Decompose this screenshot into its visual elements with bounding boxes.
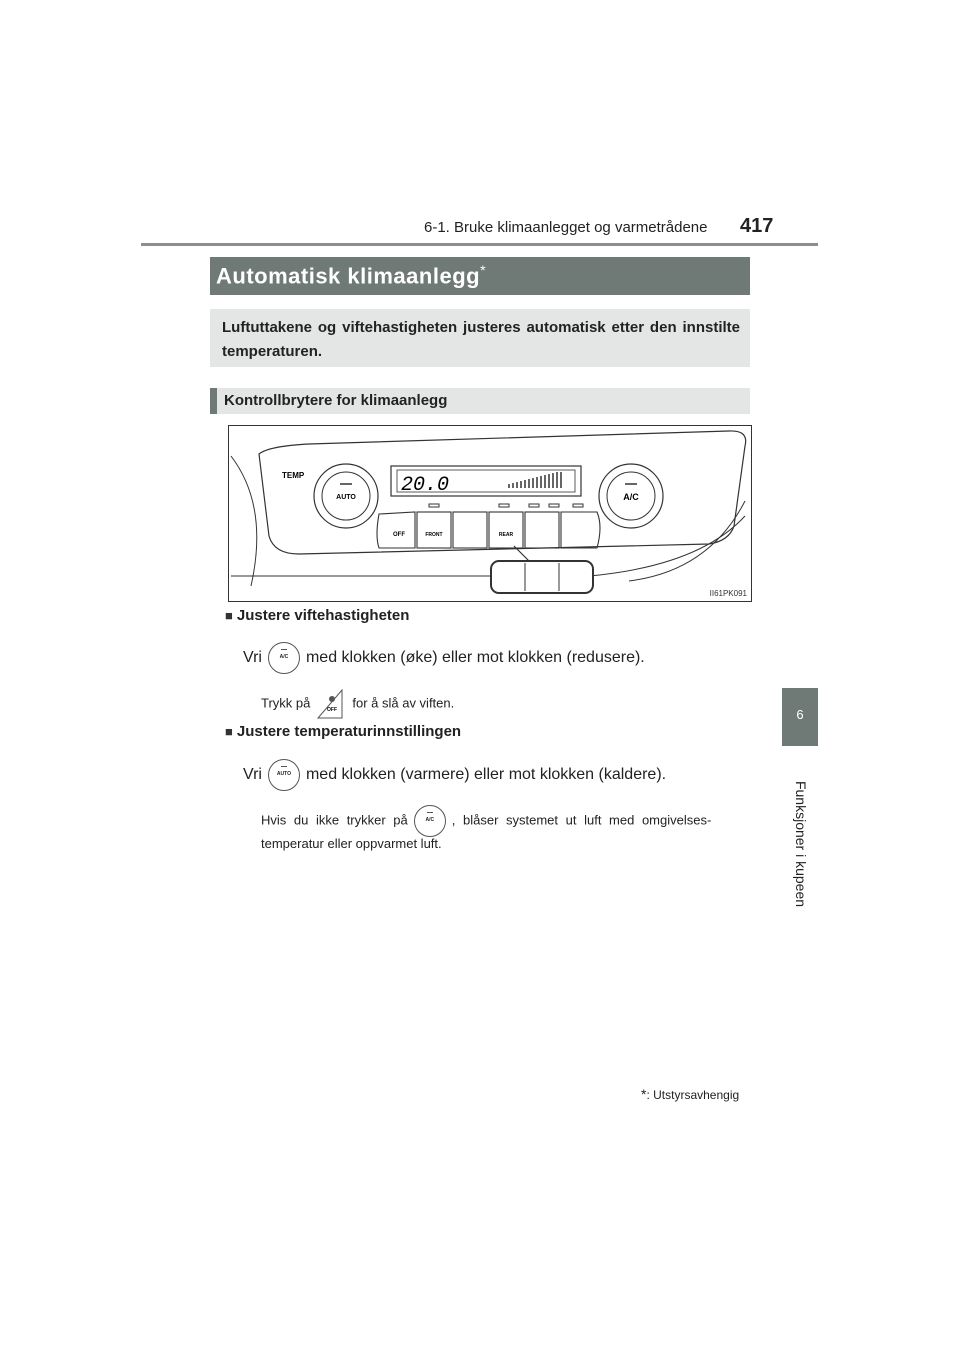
climate-panel-illustration [229, 426, 751, 601]
temp-line-pre: Vri [243, 766, 262, 784]
auto-knob-icon-label: AUTO [276, 771, 291, 777]
callout-box [491, 561, 593, 593]
footnote [641, 1086, 739, 1102]
fan-note-pre: Trykk på [261, 695, 311, 711]
footnote-text: : Utstyrsavhengig [646, 1088, 740, 1102]
header-rule [141, 243, 818, 246]
btn-rear-label: REAR [498, 532, 514, 538]
display-temp: 20.0 [401, 474, 450, 497]
ac-knob-icon [268, 642, 300, 674]
dashboard-curve [231, 456, 257, 586]
btn-off-label: OFF [393, 532, 405, 538]
climate-panel-figure [228, 425, 752, 602]
off-button-icon-label: OFF [327, 707, 338, 713]
fan-line-pre: Vri [243, 649, 262, 667]
btn-front-label: FRONT [425, 532, 443, 538]
title-asterisk: * [480, 262, 487, 278]
running-header: 6-1. Bruke klimaanlegget og varmetrådene [424, 219, 708, 236]
section-heading-temp [225, 723, 461, 740]
fan-note [261, 689, 454, 719]
temp-label: TEMP [282, 471, 305, 480]
temp-note-post: , blåser systemet ut luft med omgivelses- [451, 812, 712, 828]
fan-instruction [243, 642, 645, 674]
section-heading-fan-text: Justere viftehastigheten [236, 607, 410, 624]
subheading: Kontrollbrytere for klimaanlegg [224, 392, 448, 409]
temp-instruction [243, 759, 666, 791]
auto-knob-label: AUTO [336, 494, 356, 501]
chapter-tab: 6 [782, 688, 818, 746]
page-title [216, 262, 486, 289]
footnote-symbol: * [641, 1086, 647, 1102]
ac-knob-icon-small-label: A/C [425, 817, 435, 823]
fan-line-post: med klokken (øke) eller mot klokken (redusere). [305, 649, 645, 667]
chapter-label: Funksjoner i kupeen [793, 780, 809, 908]
ac-knob-label: A/C [623, 492, 639, 502]
dash-curve-right2 [629, 501, 745, 581]
title-text: Automatisk klimaanlegg [216, 263, 481, 289]
off-button-icon [316, 689, 346, 719]
section-heading-fan [225, 607, 409, 624]
subheading-bar [210, 388, 217, 414]
ac-knob-icon-label: A/C [279, 654, 289, 660]
button-row [377, 512, 600, 548]
temp-note-line2: temperatur eller oppvarmet luft. [261, 836, 442, 851]
bullet-square: ■ [225, 724, 233, 739]
ac-knob-icon-small [414, 805, 446, 837]
page-number: 417 [740, 215, 774, 237]
figure-id: II61PK091 [709, 589, 747, 598]
intro-text: Luftuttakene og viftehastigheten justeres automatisk etter den innstilte temperaturen. [222, 319, 740, 360]
temp-note-pre: Hvis du ikke trykker på [261, 812, 408, 828]
bullet-square: ■ [225, 608, 233, 623]
auto-knob-icon [268, 759, 300, 791]
section-heading-temp-text: Justere temperaturinnstillingen [236, 723, 462, 740]
fan-note-post: for å slå av viften. [352, 695, 455, 711]
temp-line-post: med klokken (varmere) eller mot klokken (kaldere). [305, 766, 667, 784]
temp-note-line1 [261, 805, 746, 837]
